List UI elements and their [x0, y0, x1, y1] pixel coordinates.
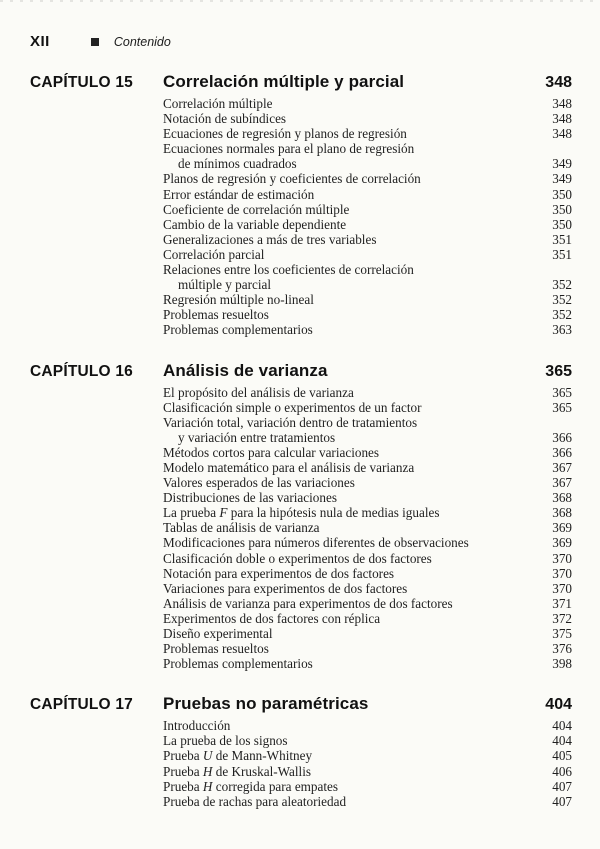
- toc-entry-page-number: 367: [552, 459, 572, 475]
- toc-entry-title: múltiple y parcial: [178, 277, 272, 293]
- toc-entry-page-number: 349: [552, 156, 572, 172]
- toc-entry-title: Cambio de la variable dependiente: [163, 216, 347, 232]
- toc-entry-title: Modificaciones para números diferentes de observaciones: [163, 535, 469, 551]
- toc-entry-page-number: 351: [552, 246, 572, 262]
- toc-entry-title: Clasificación doble o experimentos de dos factores: [163, 550, 432, 566]
- toc-entry-row: [30, 385, 572, 400]
- toc-entry-row: [30, 445, 572, 460]
- toc-entry-title: La prueba de los signos: [163, 733, 288, 749]
- toc-entry-page-number: 372: [552, 610, 572, 626]
- chapter-title: Pruebas no paramétricas: [163, 694, 369, 714]
- toc-entry-page-number: 375: [552, 626, 572, 641]
- toc-entry-row: [30, 171, 572, 186]
- toc-entry-row: [30, 156, 572, 171]
- toc-entry-page-number: 366: [552, 444, 572, 460]
- toc-entry-page-number: 370: [552, 550, 572, 566]
- chapter-heading: [30, 694, 572, 714]
- toc-entry-title: Análisis de varianza para experimentos de dos factores: [163, 595, 453, 611]
- toc-entry-title: Problemas resueltos: [163, 307, 269, 323]
- toc-entry-row: [30, 535, 572, 550]
- toc-entry-row: [30, 641, 572, 656]
- toc-entry-title: Tablas de análisis de varianza: [163, 520, 320, 536]
- toc-entry-page-number: 350: [552, 186, 572, 202]
- toc-entry-title: El propósito del análisis de varianza: [163, 384, 354, 400]
- toc-entry-title: Correlación múltiple: [163, 96, 273, 111]
- toc-entry-page-number: 367: [552, 475, 572, 491]
- toc-entry-row: [30, 520, 572, 535]
- toc-entry-row: [30, 581, 572, 596]
- toc-entry-title: Clasificación simple o experimentos de un factor: [163, 399, 422, 415]
- chapter-entries: [30, 718, 572, 809]
- toc-entry-page-number: 350: [552, 216, 572, 232]
- toc-entry-page-number: 404: [552, 733, 572, 749]
- toc-entry-page-number: 349: [552, 171, 572, 187]
- toc-entry-row: [30, 656, 572, 671]
- toc-entry-row: [30, 626, 572, 641]
- toc-entry-row: [30, 400, 572, 415]
- toc-entry-title: Métodos cortos para calcular variaciones: [163, 444, 380, 460]
- toc-entry-page-number: 404: [552, 718, 572, 734]
- toc-entry-title: Prueba H de Kruskal-Wallis: [163, 763, 312, 779]
- toc-entry-row: [30, 232, 572, 247]
- toc-entry-row: [30, 430, 572, 445]
- toc-entry-page-number: 352: [552, 307, 572, 323]
- chapter-block: [30, 361, 572, 672]
- toc-entry-title: Distribuciones de las variaciones: [163, 490, 337, 506]
- toc-entry-page-number: 405: [552, 748, 572, 764]
- toc-entry-page-number: 368: [552, 505, 572, 521]
- toc-entry-row: [30, 551, 572, 566]
- toc-entry-page-number: 407: [552, 793, 572, 809]
- toc-entry-row: [30, 764, 572, 779]
- toc-entry-title: Generalizaciones a más de tres variables: [163, 231, 377, 247]
- chapter-title: Correlación múltiple y parcial: [163, 72, 405, 91]
- toc-entry-row: [30, 322, 572, 337]
- toc-entry-row: [30, 460, 572, 475]
- toc-entry-page-number: 407: [552, 778, 572, 794]
- toc-entry-page-number: 398: [552, 656, 572, 672]
- toc-entry-title: Regresión múltiple no-lineal: [163, 292, 314, 308]
- toc-entry-page-number: 348: [552, 96, 572, 111]
- toc-entry-page-number: 350: [552, 201, 572, 217]
- toc-entry-page-number: 371: [552, 595, 572, 611]
- toc-entry-row: [30, 748, 572, 763]
- chapter-block: [30, 72, 572, 338]
- toc-entry-page-number: 369: [552, 520, 572, 536]
- chapter-entries: [30, 96, 572, 338]
- toc-entry-title: Prueba H corregida para empates: [163, 778, 339, 794]
- square-bullet-icon: [91, 38, 99, 46]
- chapter-heading: [30, 72, 572, 92]
- toc-entry-title: Ecuaciones de regresión y planos de regresión: [163, 126, 407, 142]
- chapter-entries: [30, 385, 572, 672]
- toc-entry-page-number: 365: [552, 384, 572, 400]
- toc-entry-row: [30, 718, 572, 733]
- toc-entry-row: [30, 566, 572, 581]
- toc-entry-title: Prueba U de Mann-Whitney: [163, 748, 313, 764]
- running-head-label: Contenido: [113, 34, 171, 49]
- toc-entry-title: Problemas complementarios: [163, 656, 313, 672]
- toc-entry-page-number: 363: [552, 322, 572, 338]
- toc-entry-title: Ecuaciones normales para el plano de regresión: [163, 141, 415, 157]
- page-header: [30, 33, 572, 50]
- toc-entry-page-number: 352: [552, 292, 572, 308]
- toc-entry-row: [30, 96, 572, 111]
- chapter-page-number: 365: [545, 362, 572, 380]
- toc-entry-title: y variación entre tratamientos: [178, 429, 336, 445]
- toc-entry-title: Notación de subíndices: [163, 111, 287, 127]
- toc-entry-title: Relaciones entre los coeficientes de correlación: [163, 262, 414, 278]
- toc-entry-row: [30, 505, 572, 520]
- toc-entry-page-number: 406: [552, 763, 572, 779]
- toc-entry-title: La prueba F para la hipótesis nula de medias iguales: [163, 505, 440, 521]
- toc-entry-page-number: 376: [552, 641, 572, 657]
- toc-entry-row: [30, 202, 572, 217]
- chapter-block: [30, 694, 572, 809]
- folio-page-number: XII: [30, 33, 50, 50]
- toc-entry-title: Notación para experimentos de dos factores: [163, 565, 395, 581]
- toc-entry-row: [30, 126, 572, 141]
- toc-entry-row: [30, 611, 572, 626]
- toc-entry-title: Problemas resueltos: [163, 641, 269, 657]
- toc-entry-row: [30, 292, 572, 307]
- toc-entry-row: [30, 596, 572, 611]
- toc-entry-title: Introducción: [163, 718, 231, 734]
- toc-entry-page-number: 351: [552, 231, 572, 247]
- chapter-number-label: CAPÍTULO 17: [30, 696, 133, 714]
- toc-entry-page-number: 348: [552, 111, 572, 127]
- toc-entry-page-number: 369: [552, 535, 572, 551]
- toc-entry-row: [30, 490, 572, 505]
- toc-entry-page-number: 365: [552, 399, 572, 415]
- toc-entry-title: Correlación parcial: [163, 246, 265, 262]
- toc-entry-title: Prueba de rachas para aleatoriedad: [163, 793, 347, 809]
- chapter-heading: [30, 361, 572, 381]
- toc-entry-page-number: 352: [552, 277, 572, 293]
- toc-entry-row: [30, 415, 572, 430]
- toc-entry-page-number: 370: [552, 580, 572, 596]
- toc-entry-title: Planos de regresión y coeficientes de correlación: [163, 171, 421, 187]
- toc-entry-row: [30, 307, 572, 322]
- toc-entry-title: Coeficiente de correlación múltiple: [163, 201, 350, 217]
- toc-entry-row: [30, 217, 572, 232]
- chapter-page-number: 348: [545, 74, 572, 91]
- toc-entry-title: de mínimos cuadrados: [178, 156, 297, 172]
- toc-entry-title: Modelo matemático para el análisis de varianza: [163, 459, 415, 475]
- toc-entry-title: Variaciones para experimentos de dos factores: [163, 580, 408, 596]
- chapter-title: Análisis de varianza: [163, 360, 328, 380]
- table-of-contents: [30, 72, 572, 832]
- toc-entry-title: Error estándar de estimación: [163, 186, 315, 202]
- chapter-number-label: CAPÍTULO 15: [30, 74, 133, 91]
- toc-entry-title: Diseño experimental: [163, 626, 273, 641]
- chapter-page-number: 404: [545, 696, 572, 714]
- toc-entry-row: [30, 141, 572, 156]
- toc-entry-row: [30, 779, 572, 794]
- toc-entry-row: [30, 111, 572, 126]
- toc-entry-row: [30, 475, 572, 490]
- toc-entry-row: [30, 733, 572, 748]
- toc-entry-page-number: 370: [552, 565, 572, 581]
- toc-entry-row: [30, 262, 572, 277]
- toc-entry-page-number: 368: [552, 490, 572, 506]
- chapter-number-label: CAPÍTULO 16: [30, 362, 133, 380]
- toc-entry-row: [30, 794, 572, 809]
- toc-entry-title: Valores esperados de las variaciones: [163, 475, 355, 491]
- toc-entry-title: Experimentos de dos factores con réplica: [163, 610, 381, 626]
- toc-entry-row: [30, 247, 572, 262]
- toc-entry-row: [30, 277, 572, 292]
- toc-entry-title: Problemas complementarios: [163, 322, 313, 338]
- toc-entry-page-number: 366: [552, 429, 572, 445]
- toc-entry-page-number: 348: [552, 126, 572, 142]
- scan-artifact-top-edge: [0, 0, 600, 2]
- toc-entry-row: [30, 187, 572, 202]
- toc-entry-title: Variación total, variación dentro de tratamientos: [163, 414, 418, 430]
